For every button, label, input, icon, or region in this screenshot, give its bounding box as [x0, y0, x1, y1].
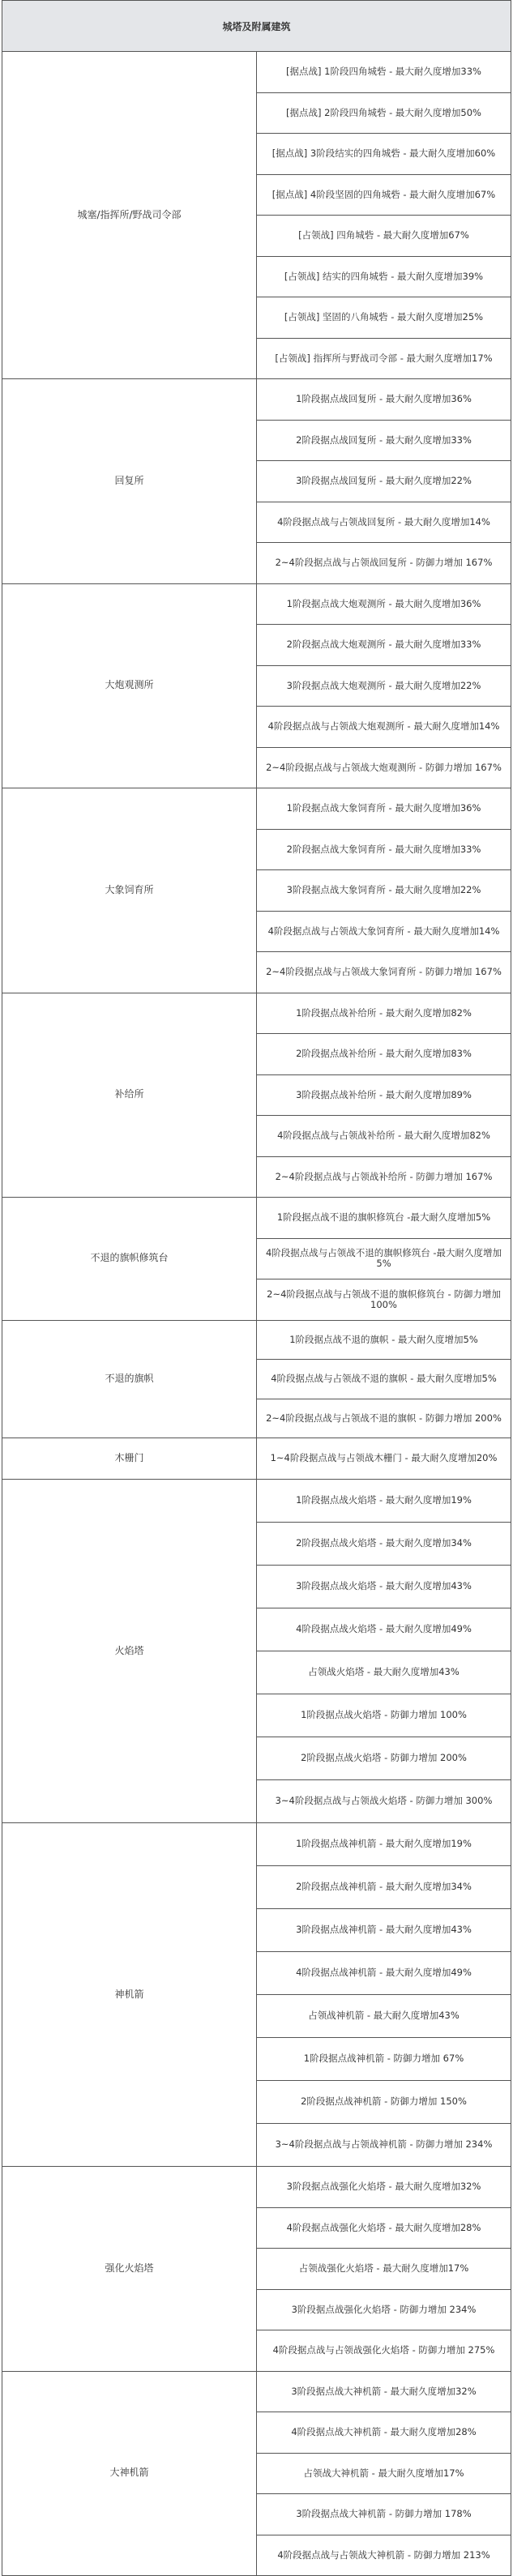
- table-row: [2, 1438, 511, 1480]
- buff-line-cell: 1阶段据点战大炮观测所 - 最大耐久度增加36%: [257, 583, 511, 625]
- buff-line-cell: 占领战神机箭 - 最大耐久度增加43%: [257, 1995, 511, 2038]
- buff-line-cell: 3阶段据点战火焰塔 - 最大耐久度增加43%: [257, 1566, 511, 1608]
- table-row: [2, 1823, 511, 1866]
- buff-line-cell: 4阶段据点战与占领战不退的旗帜 - 最大耐久度增加5%: [257, 1360, 511, 1399]
- buff-line-cell: 3阶段据点战大神机箭 - 防御力增加 178%: [257, 2494, 511, 2535]
- buff-line-cell: [据点战] 4阶段坚固的四角城砦 - 最大耐久度增加67%: [257, 174, 511, 216]
- buff-line-cell: 4阶段据点战与占领战回复所 - 最大耐久度增加14%: [257, 502, 511, 543]
- building-name-cell: 回复所: [2, 379, 257, 584]
- buff-line-cell: 1阶段据点战回复所 - 最大耐久度增加36%: [257, 379, 511, 421]
- buff-line-cell: 1阶段据点战火焰塔 - 防御力增加 100%: [257, 1694, 511, 1737]
- buff-line-cell: 1阶段据点战不退的旗帜修筑台 -最大耐久度增加5%: [257, 1198, 511, 1239]
- buff-line-cell: 1~4阶段据点战与占领战木栅门 - 最大耐久度增加20%: [257, 1438, 511, 1480]
- building-name-cell: 城塞/指挥所/野战司令部: [2, 52, 257, 379]
- buff-line-cell: [据点战] 2阶段四角城砦 - 最大耐久度增加50%: [257, 92, 511, 134]
- building-name-cell: 火焰塔: [2, 1480, 257, 1823]
- building-name-cell: 不退的旗帜: [2, 1320, 257, 1438]
- table-row: [2, 379, 511, 421]
- buff-line-cell: 2阶段据点战神机箭 - 防御力增加 150%: [257, 2081, 511, 2124]
- buff-line-cell: 1阶段据点战不退的旗帜 - 最大耐久度增加5%: [257, 1320, 511, 1360]
- buff-line-cell: 2~4阶段据点战与占领战不退的旗帜修筑台 - 防御力增加 100%: [257, 1279, 511, 1321]
- building-name-cell: 神机箭: [2, 1823, 257, 2167]
- buff-line-cell: 3阶段据点战回复所 - 最大耐久度增加22%: [257, 461, 511, 502]
- buff-line-cell: 3阶段据点战强化火焰塔 - 最大耐久度增加32%: [257, 2167, 511, 2208]
- building-name-cell: 大神机箭: [2, 2371, 257, 2576]
- table-header: 城塔及附属建筑: [2, 1, 511, 52]
- buff-line-cell: 2阶段据点战大炮观测所 - 最大耐久度增加33%: [257, 625, 511, 666]
- buff-line-cell: 3阶段据点战大象饲育所 - 最大耐久度增加22%: [257, 870, 511, 912]
- buff-line-cell: 2阶段据点战补给所 - 最大耐久度增加83%: [257, 1034, 511, 1075]
- buff-line-cell: 3阶段据点战强化火焰塔 - 防御力增加 234%: [257, 2289, 511, 2330]
- buff-line-cell: 4阶段据点战强化火焰塔 - 最大耐久度增加28%: [257, 2207, 511, 2249]
- buff-line-cell: [占领战] 指挥所与野战司令部 - 最大耐久度增加17%: [257, 338, 511, 379]
- buff-line-cell: 2阶段据点战大象饲育所 - 最大耐久度增加33%: [257, 829, 511, 870]
- buff-line-cell: 3阶段据点战大炮观测所 - 最大耐久度增加22%: [257, 665, 511, 707]
- buff-line-cell: [占领战] 四角城砦 - 最大耐久度增加67%: [257, 216, 511, 257]
- buff-line-cell: 2~4阶段据点战与占领战回复所 - 防御力增加 167%: [257, 543, 511, 584]
- buff-line-cell: 2阶段据点战神机箭 - 最大耐久度增加34%: [257, 1866, 511, 1909]
- buff-line-cell: 3阶段据点战大神机箭 - 最大耐久度增加32%: [257, 2371, 511, 2412]
- buff-line-cell: 2~4阶段据点战与占领战不退的旗帜 - 防御力增加 200%: [257, 1399, 511, 1438]
- table-row: [2, 1480, 511, 1523]
- buff-line-cell: 4阶段据点战神机箭 - 最大耐久度增加49%: [257, 1952, 511, 1995]
- buff-line-cell: 2~4阶段据点战与占领战补给所 - 防御力增加 167%: [257, 1156, 511, 1198]
- table-row: [2, 1320, 511, 1360]
- buff-line-cell: 占领战火焰塔 - 最大耐久度增加43%: [257, 1651, 511, 1694]
- buff-line-cell: 3阶段据点战补给所 - 最大耐久度增加89%: [257, 1074, 511, 1116]
- buff-line-cell: [占领战] 结实的四角城砦 - 最大耐久度增加39%: [257, 256, 511, 297]
- buff-line-cell: 1阶段据点战大象饲育所 - 最大耐久度增加36%: [257, 788, 511, 830]
- table-row: [2, 993, 511, 1034]
- buff-line-cell: 2~4阶段据点战与占领战大象饲育所 - 防御力增加 167%: [257, 952, 511, 993]
- table-row: [2, 52, 511, 93]
- building-name-cell: 不退的旗帜修筑台: [2, 1198, 257, 1321]
- buff-line-cell: 3~4阶段据点战与占领战神机箭 - 防御力增加 234%: [257, 2124, 511, 2167]
- buff-line-cell: 2阶段据点战火焰塔 - 防御力增加 200%: [257, 1737, 511, 1780]
- building-name-cell: 木栅门: [2, 1438, 257, 1480]
- table-body: [2, 52, 511, 2576]
- buff-line-cell: 3阶段据点战神机箭 - 最大耐久度增加43%: [257, 1909, 511, 1952]
- buff-line-cell: 1阶段据点战补给所 - 最大耐久度增加82%: [257, 993, 511, 1034]
- buff-line-cell: 4阶段据点战与占领战不退的旗帜修筑台 -最大耐久度增加5%: [257, 1238, 511, 1279]
- table-row: [2, 583, 511, 625]
- table-row: [2, 2167, 511, 2208]
- buff-line-cell: 4阶段据点战与占领战大象饲育所 - 最大耐久度增加14%: [257, 911, 511, 952]
- buff-line-cell: 1阶段据点战神机箭 - 最大耐久度增加19%: [257, 1823, 511, 1866]
- header-row: [2, 1, 511, 52]
- table-row: [2, 1198, 511, 1239]
- buff-line-cell: 4阶段据点战与占领战大神机箭 - 防御力增加 213%: [257, 2535, 511, 2576]
- buff-line-cell: 占领战强化火焰塔 - 最大耐久度增加17%: [257, 2249, 511, 2290]
- buff-line-cell: [据点战] 3阶段结实的四角城砦 - 最大耐久度增加60%: [257, 134, 511, 175]
- buff-line-cell: 1阶段据点战火焰塔 - 最大耐久度增加19%: [257, 1480, 511, 1523]
- buff-line-cell: 4阶段据点战与占领战补给所 - 最大耐久度增加82%: [257, 1116, 511, 1157]
- table-row: [2, 2371, 511, 2412]
- fortress-buff-table: [2, 0, 511, 2576]
- buff-line-cell: 2~4阶段据点战与占领战大炮观测所 - 防御力增加 167%: [257, 747, 511, 788]
- building-name-cell: 大炮观测所: [2, 583, 257, 788]
- buff-line-cell: [占领战] 坚固的八角城砦 - 最大耐久度增加25%: [257, 297, 511, 339]
- building-name-cell: 补给所: [2, 993, 257, 1198]
- table-row: [2, 788, 511, 830]
- buff-line-cell: 1阶段据点战神机箭 - 防御力增加 67%: [257, 2038, 511, 2081]
- buff-line-cell: 占领战大神机箭 - 最大耐久度增加17%: [257, 2453, 511, 2494]
- buff-line-cell: 4阶段据点战与占领战强化火焰塔 - 防御力增加 275%: [257, 2330, 511, 2372]
- buff-line-cell: 2阶段据点战回复所 - 最大耐久度增加33%: [257, 420, 511, 461]
- buff-line-cell: 2阶段据点战火焰塔 - 最大耐久度增加34%: [257, 1523, 511, 1566]
- buff-line-cell: 4阶段据点战与占领战大炮观测所 - 最大耐久度增加14%: [257, 707, 511, 748]
- buff-line-cell: [据点战] 1阶段四角城砦 - 最大耐久度增加33%: [257, 52, 511, 93]
- buff-line-cell: 4阶段据点战大神机箭 - 最大耐久度增加28%: [257, 2412, 511, 2454]
- building-name-cell: 大象饲育所: [2, 788, 257, 993]
- buff-line-cell: 4阶段据点战火焰塔 - 最大耐久度增加49%: [257, 1608, 511, 1651]
- building-name-cell: 强化火焰塔: [2, 2167, 257, 2372]
- buff-line-cell: 3~4阶段据点战与占领战火焰塔 - 防御力增加 300%: [257, 1780, 511, 1823]
